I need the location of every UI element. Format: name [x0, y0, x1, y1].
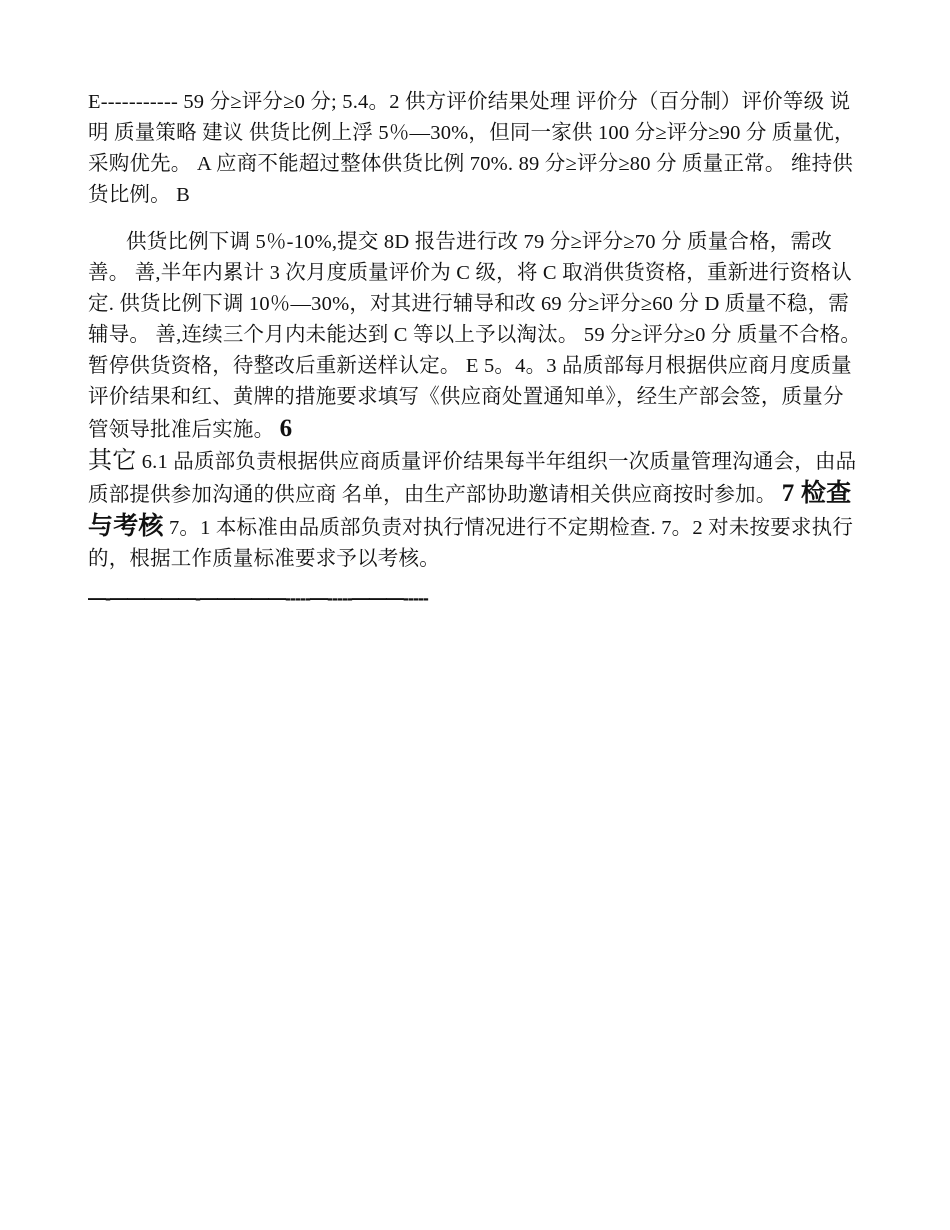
section-7-title: 7 检查与考核: [88, 480, 852, 540]
paragraph-grades-and-notice: 供货比例下调 5％-10%,提交 8D 报告进行改 79 分≥评分≥70 分 质量合格，需改善。 善,半年内累计 3 次月度质量评价为 C 级，将 C 取消供货资格，重新进行资格认定. 供货比例下调 10％—30%，对其进行辅导和改 69 分≥评分≥60 分 D 质量不稳，需辅导。 善,连续三个月内未能达到 C 等以上予以淘汰。 59 分≥评分≥0 分 质量不合格。 暂停供货资格，待整改后重新送样认定。 E 5。4。3 品质部每月根据供应商月度质量评价结果和红、黄牌的措施要求填写《供应商处置通知单》，经生产部会签，质量分管领导批准后实施。: [88, 231, 862, 441]
end-dash-rule: —-—————-—————-----—-----———-----: [88, 588, 428, 608]
section-6-number: 6: [279, 415, 293, 442]
section-6-1-text: 6.1 品质部负责根据供应商质量评价结果每半年组织一次质量管理沟通会，由品质部提供参加沟通的供应商 名单，由生产部协助邀请相关供应商按时参加。: [88, 451, 857, 506]
paragraph-evaluation-and-sections: [88, 227, 863, 575]
paragraph-supplier-evaluation-handling: E----------- 59 分≥评分≥0 分; 5.4。2 供方评价结果处理 评价分（百分制）评价等级 说明 质量策略 建议 供货比例上浮 5％—30%，但同一家供 100 分≥评分≥90 分 质量优，采购优先。 A 应商不能超过整体供货比例 70%. 89 分≥评分≥80 分 质量正常。 维持供货比例。 B: [88, 91, 855, 206]
section-7-text: 7。1 本标准由品质部负责对执行情况进行不定期检查. 7。2 对未按要求执行的，根据工作质量标准要求予以考核。: [88, 517, 854, 570]
section-6-title: 其它: [88, 448, 137, 474]
